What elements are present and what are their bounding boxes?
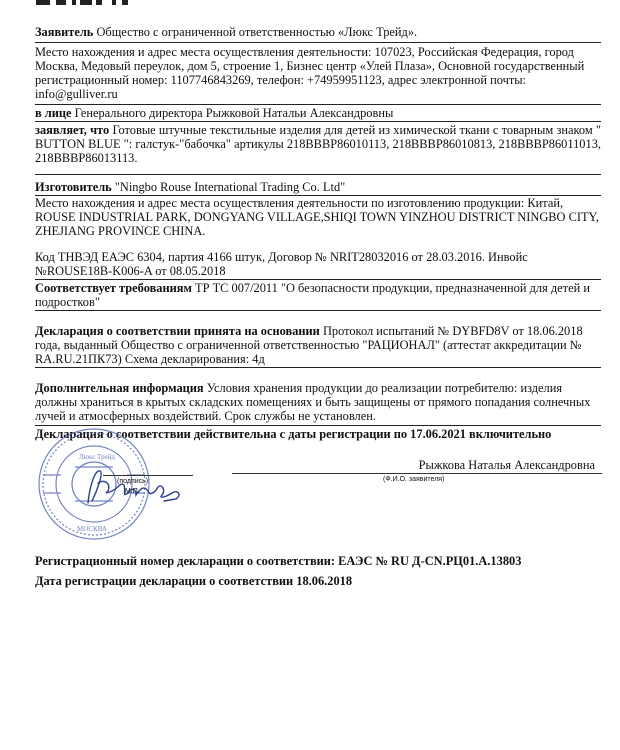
- conforms-line: [35, 281, 601, 309]
- conforms-text: ТР ТС 007/2011 "О безопасности продукции, предназначенной для детей и подростков": [35, 281, 590, 309]
- person-text: Генерального директора Рыжковой Натальи Александровны: [74, 106, 394, 120]
- divider: [35, 174, 601, 175]
- signature-line: [103, 475, 193, 476]
- code-text: Код ТНВЭД ЕАЭС 6304, партия 4166 штук, Договор № NRIT28032016 от 28.03.2016. Инвойс №ROUSE18B-K006-A от 08.05.2018: [35, 250, 528, 278]
- declaration-text: [35, 123, 601, 165]
- manufacturer-address: Место нахождения и адрес места осуществления деятельности по изготовлению продукции: Китай, ROUSE INDUSTRIAL PARK, DONGYANG VILLAGE,SHIQI TOWN YINZHOU DISTRICT NINGBO CITY, ZHEJIANG PROVINCE CHINA.: [35, 196, 599, 238]
- registration-date: Дата регистрации декларации о соответствии 18.06.2018: [35, 574, 353, 588]
- mp-label: М.П.: [125, 488, 140, 495]
- applicant-address: Место нахождения и адрес места осуществления деятельности: 107023, Российская Федерация, город Москва, Медовый переулок, дом 5, строение 1, Бизнес центр «Улей Плаза», Основной государственный регистрационный номер: 1107746843269, телефон: +74959951123, адрес электронной почты: info@gulliver.ru: [35, 45, 585, 101]
- basis-text: Протокол испытаний № DYBFD8V от 18.06.2018 года, выданный Общество с ограниченной ответственностью "РАЦИОНАЛ" (аттестат аккредитации № RA.RU.21ПК73) Схема декларирования: 4д: [35, 324, 583, 366]
- divider: [35, 310, 601, 311]
- divider: [35, 42, 601, 43]
- divider: [35, 279, 601, 280]
- signer-name: Рыжкова Наталья Александровна: [418, 458, 595, 472]
- person-label: в лице: [35, 106, 72, 120]
- declares-text: Готовые штучные текстильные изделия для детей из химической ткани с товарным знаком " BUTTON BLUE ": галстук-"бабочка" артикулы 218BBBP86010113, 218BBBP86010813, 218BBBP86011013, 218BBBP86013113.: [35, 123, 601, 165]
- signature-caption: (подпись): [117, 478, 149, 485]
- top-header-fragment: [0, 0, 620, 7]
- name-line: [232, 473, 602, 474]
- manufacturer-text: "Ningbo Rouse International Trading Co. Ltd": [114, 180, 346, 194]
- additional-text: Условия хранения продукции до реализации потребителю: изделия должны храниться в крытых складских помещениях и быть защищены от прямого попадания солнечных лучей и атмосферных воздействий. Срок службы не установлен.: [35, 381, 591, 423]
- basis-line: [35, 324, 601, 366]
- handwritten-signature: [78, 463, 198, 509]
- validity-line: Декларация о соответствии действительна с даты регистрации по 17.06.2021 включительно: [35, 427, 552, 441]
- applicant-person: [35, 106, 601, 120]
- seal-bottom-text: МОСКВА: [77, 525, 107, 533]
- manufacturer-line: [35, 180, 601, 194]
- registration-number: Регистрационный номер декларации о соответствии: ЕАЭС № RU Д-CN.РЦ01.А.13803: [35, 554, 522, 568]
- basis-label: Декларация о соответствии принята на основании: [35, 324, 320, 338]
- divider: [35, 121, 601, 122]
- conforms-label: Соответствует требованиям: [35, 281, 192, 295]
- seal-top-text: Люкс Трейд: [79, 453, 115, 461]
- additional-line: [35, 381, 601, 423]
- applicant-line: [35, 25, 601, 39]
- additional-label: Дополнительная информация: [35, 381, 204, 395]
- applicant-label: Заявитель: [35, 25, 94, 39]
- name-caption: (Ф.И.О. заявителя): [383, 476, 445, 483]
- declares-label: заявляет, что: [35, 123, 110, 137]
- manufacturer-label: Изготовитель: [35, 180, 112, 194]
- divider: [35, 367, 601, 368]
- applicant-text: Общество с ограниченной ответственностью «Люкс Трейд».: [96, 25, 418, 39]
- divider: [35, 104, 601, 105]
